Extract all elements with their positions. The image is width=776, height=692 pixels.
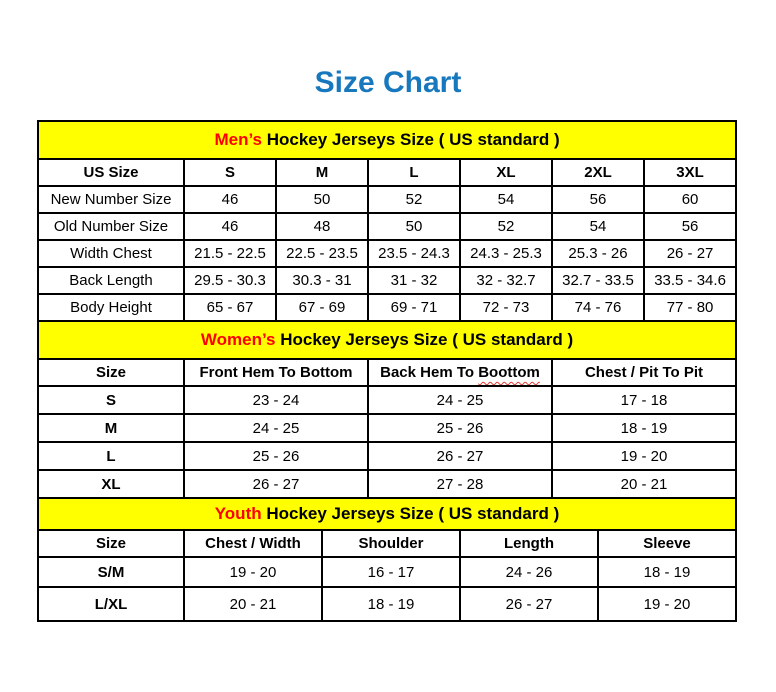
mens-section-header	[38, 121, 736, 159]
womens-header-cell: Chest / Pit To Pit	[552, 359, 736, 386]
mens-header-cell: 3XL	[644, 159, 736, 186]
youth-header-row	[38, 530, 736, 557]
table-row	[38, 213, 736, 240]
womens-band-row	[38, 321, 736, 359]
mens-header-cell: XL	[460, 159, 552, 186]
womens-section-title: Hockey Jerseys Size ( US standard )	[275, 330, 574, 349]
mens-header-row	[38, 159, 736, 186]
mens-section-highlight: Men’s	[214, 130, 262, 149]
table-row	[38, 587, 736, 621]
mens-value-cell: 54	[552, 213, 644, 240]
mens-value-cell: 56	[552, 186, 644, 213]
youth-value-cell: 20 - 21	[184, 587, 322, 621]
youth-header-cell: Shoulder	[322, 530, 460, 557]
mens-value-cell: 74 - 76	[552, 294, 644, 321]
mens-value-cell: 72 - 73	[460, 294, 552, 321]
mens-value-cell: 56	[644, 213, 736, 240]
youth-value-cell: 26 - 27	[460, 587, 598, 621]
youth-section-highlight: Youth	[214, 504, 262, 523]
youth-row-label: L/XL	[38, 587, 184, 621]
mens-value-cell: 67 - 69	[276, 294, 368, 321]
mens-row-label: Body Height	[38, 294, 184, 321]
mens-value-cell: 31 - 32	[368, 267, 460, 294]
womens-row-label: M	[38, 414, 184, 442]
youth-value-cell: 18 - 19	[598, 557, 736, 587]
mens-value-cell: 32.7 - 33.5	[552, 267, 644, 294]
mens-value-cell: 46	[184, 186, 276, 213]
youth-row-label: S/M	[38, 557, 184, 587]
mens-value-cell: 54	[460, 186, 552, 213]
womens-value-cell: 26 - 27	[368, 442, 552, 470]
womens-value-cell: 26 - 27	[184, 470, 368, 498]
mens-row-label: Back Length	[38, 267, 184, 294]
youth-section-title: Hockey Jerseys Size ( US standard )	[261, 504, 560, 523]
womens-value-cell: 25 - 26	[368, 414, 552, 442]
womens-value-cell: 18 - 19	[552, 414, 736, 442]
womens-header-cell: Size	[38, 359, 184, 386]
womens-row-label: L	[38, 442, 184, 470]
table-row	[38, 240, 736, 267]
mens-value-cell: 23.5 - 24.3	[368, 240, 460, 267]
mens-value-cell: 65 - 67	[184, 294, 276, 321]
youth-size-table	[37, 497, 737, 622]
womens-value-cell: 19 - 20	[552, 442, 736, 470]
mens-header-cell: M	[276, 159, 368, 186]
mens-band-row	[38, 121, 736, 159]
table-row	[38, 470, 736, 498]
mens-value-cell: 46	[184, 213, 276, 240]
table-row	[38, 557, 736, 587]
table-row	[38, 414, 736, 442]
youth-value-cell: 16 - 17	[322, 557, 460, 587]
mens-value-cell: 77 - 80	[644, 294, 736, 321]
mens-value-cell: 52	[460, 213, 552, 240]
table-row	[38, 294, 736, 321]
page-title: Size Chart	[314, 66, 462, 99]
mens-value-cell: 24.3 - 25.3	[460, 240, 552, 267]
youth-header-cell: Length	[460, 530, 598, 557]
womens-section-header	[38, 321, 736, 359]
mens-value-cell: 22.5 - 23.5	[276, 240, 368, 267]
back-hem-label-misspelled-word: Boottom	[478, 364, 540, 381]
womens-header-cell: Front Hem To Bottom	[184, 359, 368, 386]
mens-value-cell: 69 - 71	[368, 294, 460, 321]
mens-value-cell: 48	[276, 213, 368, 240]
table-row	[38, 386, 736, 414]
mens-header-cell: 2XL	[552, 159, 644, 186]
mens-value-cell: 30.3 - 31	[276, 267, 368, 294]
mens-row-label: Old Number Size	[38, 213, 184, 240]
youth-header-cell: Chest / Width	[184, 530, 322, 557]
size-chart-tables	[37, 120, 735, 622]
mens-value-cell: 21.5 - 22.5	[184, 240, 276, 267]
mens-value-cell: 50	[276, 186, 368, 213]
table-row	[38, 186, 736, 213]
womens-header-row	[38, 359, 736, 386]
mens-value-cell: 29.5 - 30.3	[184, 267, 276, 294]
mens-header-cell: L	[368, 159, 460, 186]
mens-value-cell: 60	[644, 186, 736, 213]
youth-value-cell: 18 - 19	[322, 587, 460, 621]
youth-band-row	[38, 498, 736, 530]
womens-value-cell: 23 - 24	[184, 386, 368, 414]
womens-value-cell: 25 - 26	[184, 442, 368, 470]
youth-section-header	[38, 498, 736, 530]
mens-row-label: New Number Size	[38, 186, 184, 213]
mens-header-cell: S	[184, 159, 276, 186]
table-row	[38, 267, 736, 294]
mens-header-cell: US Size	[38, 159, 184, 186]
womens-value-cell: 24 - 25	[184, 414, 368, 442]
mens-value-cell: 33.5 - 34.6	[644, 267, 736, 294]
mens-size-table	[37, 120, 737, 322]
mens-value-cell: 32 - 32.7	[460, 267, 552, 294]
womens-row-label: XL	[38, 470, 184, 498]
youth-value-cell: 19 - 20	[598, 587, 736, 621]
mens-section-title: Hockey Jerseys Size ( US standard )	[262, 130, 560, 149]
mens-value-cell: 52	[368, 186, 460, 213]
back-hem-label-prefix: Back Hem To	[380, 364, 479, 381]
mens-value-cell: 50	[368, 213, 460, 240]
youth-header-cell: Size	[38, 530, 184, 557]
table-row	[38, 442, 736, 470]
womens-header-cell-misspelled	[368, 359, 552, 386]
youth-value-cell: 19 - 20	[184, 557, 322, 587]
youth-header-cell: Sleeve	[598, 530, 736, 557]
womens-row-label: S	[38, 386, 184, 414]
womens-size-table	[37, 320, 737, 499]
youth-value-cell: 24 - 26	[460, 557, 598, 587]
mens-value-cell: 25.3 - 26	[552, 240, 644, 267]
womens-value-cell: 27 - 28	[368, 470, 552, 498]
womens-section-highlight: Women’s	[200, 330, 276, 349]
mens-value-cell: 26 - 27	[644, 240, 736, 267]
mens-row-label: Width Chest	[38, 240, 184, 267]
womens-value-cell: 20 - 21	[552, 470, 736, 498]
womens-value-cell: 24 - 25	[368, 386, 552, 414]
womens-value-cell: 17 - 18	[552, 386, 736, 414]
